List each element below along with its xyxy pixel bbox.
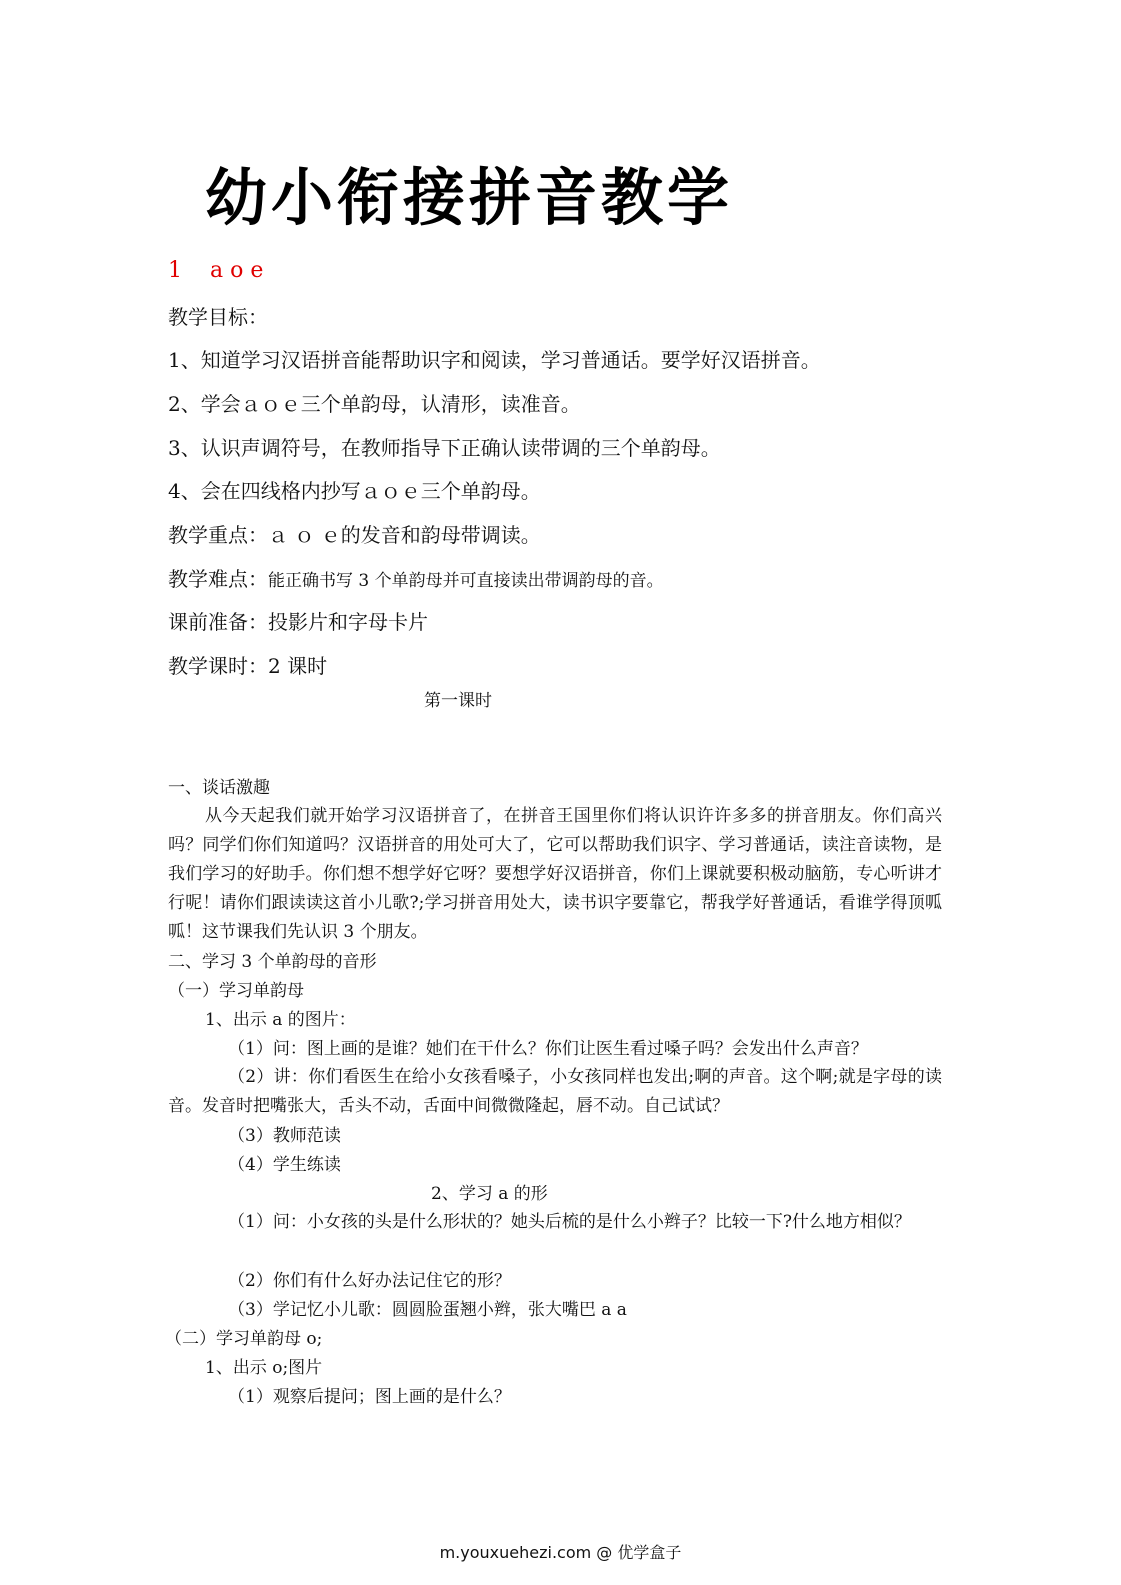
list-item: 2、学习 a 的形 [431, 1184, 548, 1204]
objective-item: 1、知道学习汉语拼音能帮助识字和阅读，学习普通话。要学好汉语拼音。 [168, 348, 821, 372]
lesson-number: 1 [168, 258, 182, 283]
list-item: （4）学生练读 [228, 1155, 341, 1175]
list-item: 1、出示 o;图片 [205, 1358, 323, 1378]
list-item: （1）问：图上画的是谁？她们在干什么？你们让医生看过嗓子吗？会发出什么声音？ [228, 1039, 868, 1059]
section1-paragraph: 从今天起我们就开始学习汉语拼音了，在拼音王国里你们将认识许许多多的拼音朋友。你们高兴吗？同学们你们知道吗？汉语拼音的用处可大了，它可以帮助我们识字、学习普通话，读注音读物，是我们学习的好助手。你们想不想学好它呀？要想学好汉语拼音，你们上课就要积极动脑筋，专心听讲才行呢！请你们跟读读这首小儿歌?;学习拼音用处大，读书识字要靠它，帮我学好普通话，看谁学得顶呱呱！这节课我们先认识 3 个朋友。 [168, 806, 942, 942]
section2-heading: 二、学习 3 个单韵母的音形 [168, 952, 377, 972]
difficulty-text: 能正确书写 3 个单韵母并可直接读出带调韵母的音。 [268, 571, 664, 591]
objective-item: 4、会在四线格内抄写ａｏｅ三个单韵母。 [168, 479, 541, 503]
difficulty-label: 教学难点： [168, 567, 268, 591]
list-item: （2）你们有什么好办法记住它的形？ [228, 1271, 511, 1291]
list-item: （2）讲：你们看医生在给小女孩看嗓子，小女孩同样也发出;啊的声音。这个啊;就是字母的读音。发音时把嘴张大，舌头不动，舌面中间微微隆起，唇不动。自己试试？ [168, 1067, 942, 1116]
lesson-heading [168, 258, 263, 283]
subsection-heading: （二）学习单韵母 o; [165, 1329, 323, 1349]
section1-heading: 一、谈话激趣 [168, 778, 270, 798]
period-heading: 第一课时 [424, 691, 492, 711]
list-item: （1）观察后提问；图上画的是什么？ [228, 1387, 511, 1407]
objective-item: 3、认识声调符号，在教师指导下正确认读带调的三个单韵母。 [168, 436, 721, 460]
list-item: （1）问：小女孩的头是什么形状的？她头后梳的是什么小辫子？比较一下?什么地方相似？ [228, 1212, 911, 1232]
lesson-letters: a o e [210, 258, 264, 283]
list-item: （3）学记忆小儿歌：圆圆脸蛋翘小辫，张大嘴巴 a a [228, 1300, 627, 1320]
key-point: 教学重点：ａ ｏ ｅ的发音和韵母带调读。 [168, 523, 541, 547]
document-title: 幼小衔接拼音教学 [205, 161, 734, 234]
list-item: （3）教师范读 [228, 1126, 341, 1146]
lesson-periods: 教学课时：2 课时 [168, 654, 328, 678]
footer-watermark: m.youxuehezi.com @ 优学盒子 [439, 1543, 682, 1562]
subsection-heading: （一）学习单韵母 [168, 981, 304, 1001]
objectives-heading: 教学目标： [168, 305, 268, 329]
preparation: 课前准备：投影片和字母卡片 [168, 610, 428, 634]
list-item: 1、出示 a 的图片： [205, 1010, 356, 1030]
objective-item: 2、学会ａｏｅ三个单韵母，认清形，读准音。 [168, 392, 581, 416]
difficulty-line [168, 565, 664, 593]
